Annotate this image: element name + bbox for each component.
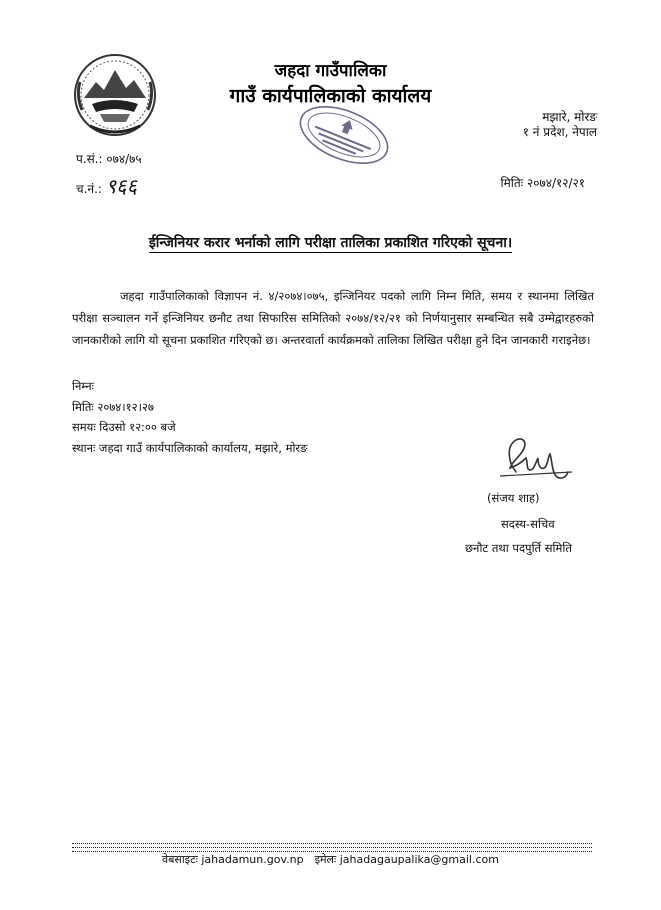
signatory-role: सदस्य-सचिव [501, 517, 555, 531]
office-name: गाउँ कार्यपालिकाको कार्यालय [229, 85, 432, 107]
schedule-venue: स्थानः जहदा गाउँ कार्यपालिकाको कार्यालय, मझारे, मोरङ [72, 440, 308, 455]
notice-subject-text: ईन्जिनियर करार भर्नाको लागि परीक्षा तालिका प्रकाशित गरिएको सूचना। [148, 235, 513, 251]
schedule-date: मितिः २०७४।१२।२७ [72, 399, 154, 414]
schedule-time: समयः दिउसो १२:०० बजे [72, 420, 176, 434]
footer-contact [0, 852, 661, 867]
org-name: जहदा गाउँपालिका [274, 61, 387, 81]
address-line-1: मझारे, मोरङ [542, 110, 597, 124]
signatory-committee: छनौट तथा पदपुर्ति समिति [465, 541, 572, 555]
chalani-number-row [76, 172, 137, 199]
patra-sankhya: प.सं.: ०७४/७५ [76, 152, 142, 166]
issue-date: मितिः २०७४/१२/२१ [500, 176, 585, 190]
signatory-name: (संजय शाह) [487, 491, 540, 505]
chalani-number: ९६६ [105, 174, 137, 198]
office-seal-stamp-icon [292, 97, 396, 173]
email-link[interactable]: jahadagaupalika@gmail.com [339, 853, 499, 866]
handwritten-signature-icon [486, 432, 576, 488]
exam-schedule [72, 376, 307, 458]
chalani-label: च.नं.: [76, 182, 102, 196]
email-label: इमेलः [314, 853, 337, 866]
website-label: वेबसाइटः [162, 853, 198, 866]
schedule-heading: निम्नः [72, 379, 94, 393]
website-link[interactable]: jahadamun.gov.np [201, 853, 304, 866]
notice-body: जहदा गाउँपालिकाको विज्ञापन नं. ४/२०७४।०७५, इन्जिनियर पदको लागि निम्न मिति, समय र स्थानमा लिखित परीक्षा सञ्चालन गर्ने इन्जिनियर छनौट तथा सिफारिस समितिको २०७४/१२/२१ को निर्णयानुसार सम्बन्धित सबै उम्मेद्वारहरुको जानकारीको लागि यो सूचना प्रकाशित गरिएको छ। अन्तरवार्ता कार्यक्रमको तालिका लिखित परीक्षा हुने दिन जानकारी गराइनेछ। [72, 289, 594, 347]
address-line-2: १ नं प्रदेश, नेपाल [522, 125, 597, 139]
notice-subject [0, 233, 661, 252]
